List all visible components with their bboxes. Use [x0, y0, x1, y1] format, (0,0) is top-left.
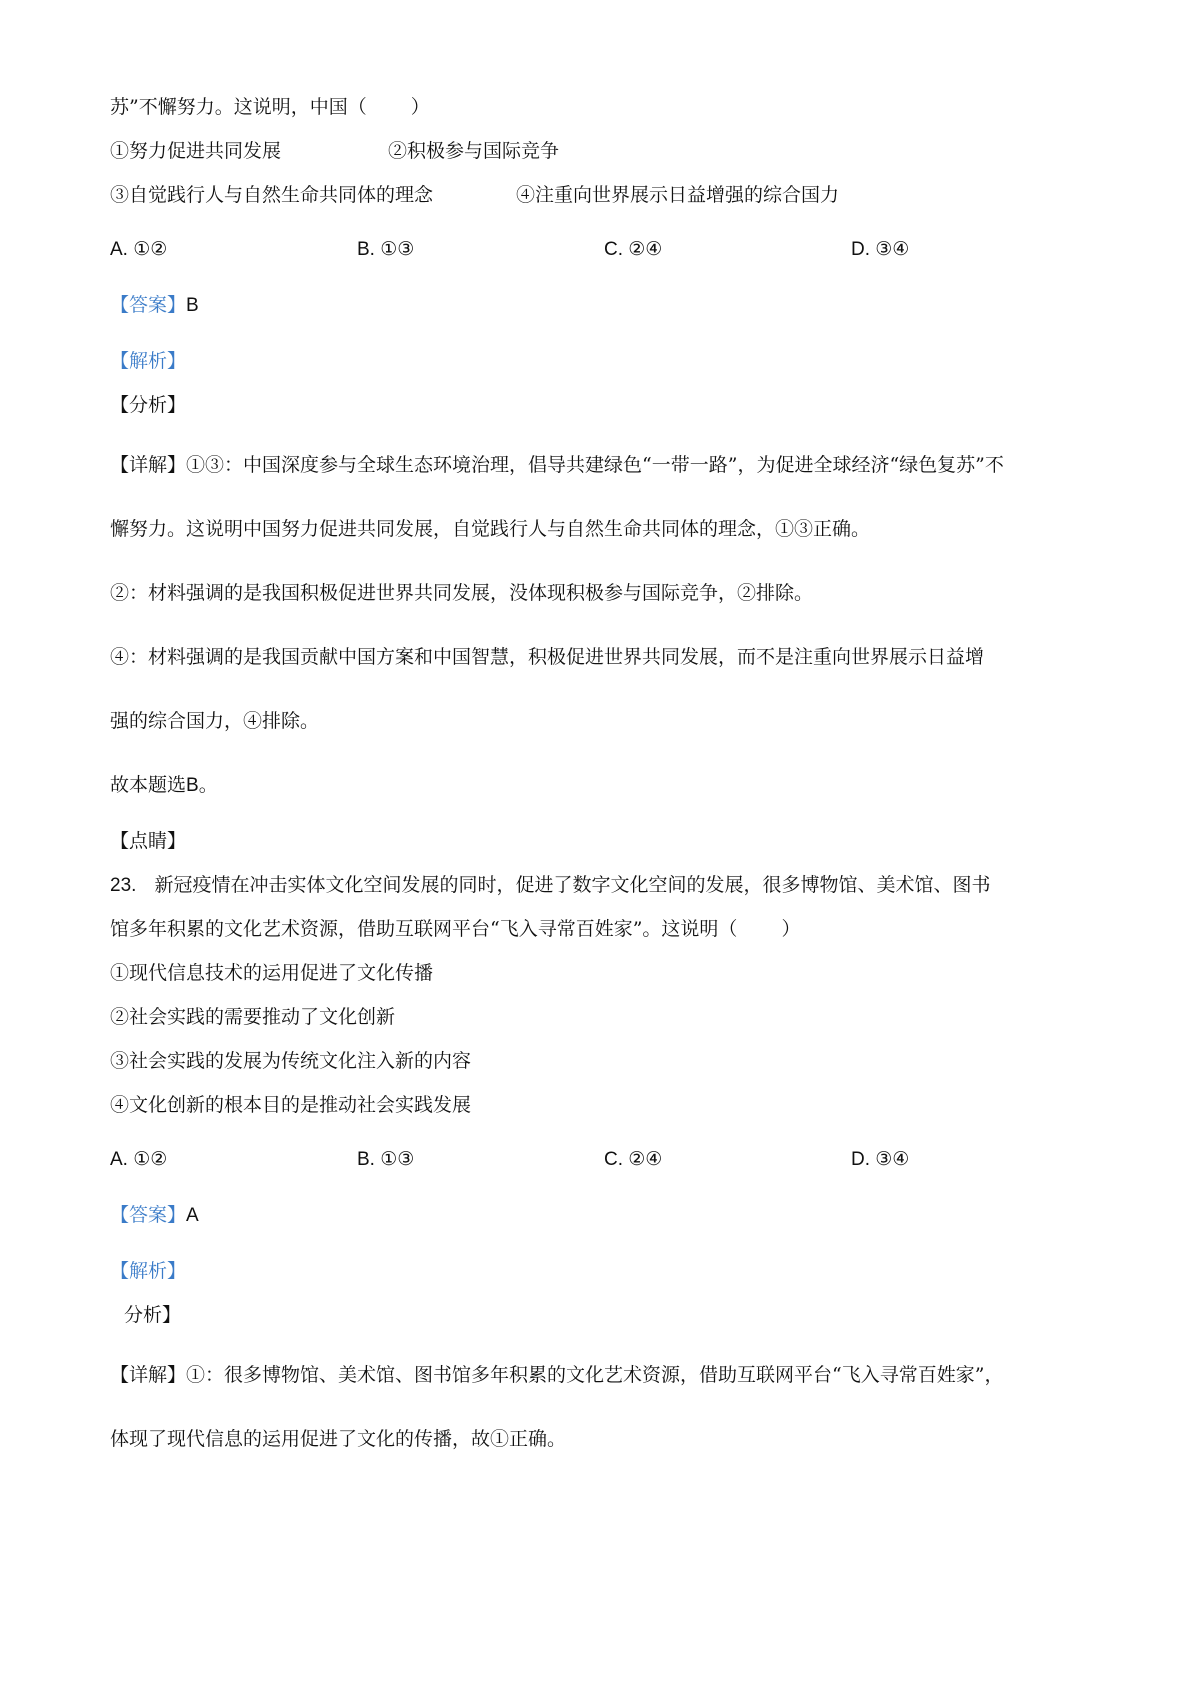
q22-analysis-label: 【解析】	[110, 350, 187, 372]
q22-dianjing-label: 【点睛】	[110, 830, 187, 852]
q23-detail-line-1: 【详解】①：很多博物馆、美术馆、图书馆多年积累的文化艺术资源，借助互联网平台“飞入寻常百姓家”，	[110, 1364, 1004, 1386]
q22-option-b: B. ①③	[357, 239, 415, 260]
q22-detail-line-5: 强的综合国力，④排除。	[110, 710, 320, 732]
q23-analysis-label: 【解析】	[110, 1260, 187, 1282]
q23-option-a: A. ①②	[110, 1149, 168, 1170]
q23-statement-3: ③社会实践的发展为传统文化注入新的内容	[110, 1050, 472, 1072]
q22-statement-3: ③自觉践行人与自然生命共同体的理念	[110, 184, 434, 206]
q23-statement-1: ①现代信息技术的运用促进了文化传播	[110, 962, 434, 984]
q23-answer	[110, 1206, 199, 1225]
q22-option-d: D. ③④	[851, 239, 910, 260]
q22-detail-line-2: 懈努力。这说明中国努力促进共同发展，自觉践行人与自然生命共同体的理念，①③正确。	[110, 518, 871, 540]
q22-conclusion: 故本题选B。	[110, 774, 218, 796]
q22-option-c: C. ②④	[604, 239, 663, 260]
detail-label: 【详解】	[110, 454, 187, 476]
q23-option-c: C. ②④	[604, 1149, 663, 1170]
q23-stem-line-1: 23. 新冠疫情在冲击实体文化空间发展的同时，促进了数字文化空间的发展，很多博物馆、美术馆、图书	[110, 874, 991, 896]
q22-fenxi-label: 【分析】	[110, 394, 187, 416]
q22-statement-1: ①努力促进共同发展	[110, 140, 282, 162]
q22-statement-4: ④注重向世界展示日益增强的综合国力	[516, 184, 840, 206]
q22-statement-2: ②积极参与国际竞争	[388, 140, 560, 162]
q22-detail-line-3: ②：材料强调的是我国积极促进世界共同发展，没体现积极参与国际竞争，②排除。	[110, 582, 814, 604]
q22-detail-line-4: ④：材料强调的是我国贡献中国方案和中国智慧，积极促进世界共同发展，而不是注重向世界展示日益增	[110, 646, 985, 668]
q22-option-a: A. ①②	[110, 239, 168, 260]
q23-statement-2: ②社会实践的需要推动了文化创新	[110, 1006, 396, 1028]
answer-value: A	[186, 1205, 199, 1226]
q23-statement-4: ④文化创新的根本目的是推动社会实践发展	[110, 1094, 472, 1116]
answer-value: B	[186, 295, 199, 316]
q22-stem-tail: 苏”不懈努力。这说明，中国（ ）	[110, 96, 430, 118]
q22-detail-line-1: 【详解】①③：中国深度参与全球生态环境治理，倡导共建绿色“一带一路”，为促进全球经济“绿色复苏”不	[110, 454, 1004, 476]
q23-detail-line-2: 体现了现代信息的运用促进了文化的传播，故①正确。	[110, 1428, 567, 1450]
answer-label: 【答案】	[110, 1204, 187, 1226]
q23-option-b: B. ①③	[357, 1149, 415, 1170]
q23-stem-line-2: 馆多年积累的文化艺术资源，借助互联网平台“飞入寻常百姓家”。这说明（ ）	[110, 918, 801, 940]
q23-option-d: D. ③④	[851, 1149, 910, 1170]
question-number: 23.	[110, 875, 137, 896]
detail-label: 【详解】	[110, 1364, 187, 1386]
q23-fenxi-label: 分析】	[124, 1304, 182, 1326]
q22-answer	[110, 296, 199, 315]
answer-label: 【答案】	[110, 294, 187, 316]
